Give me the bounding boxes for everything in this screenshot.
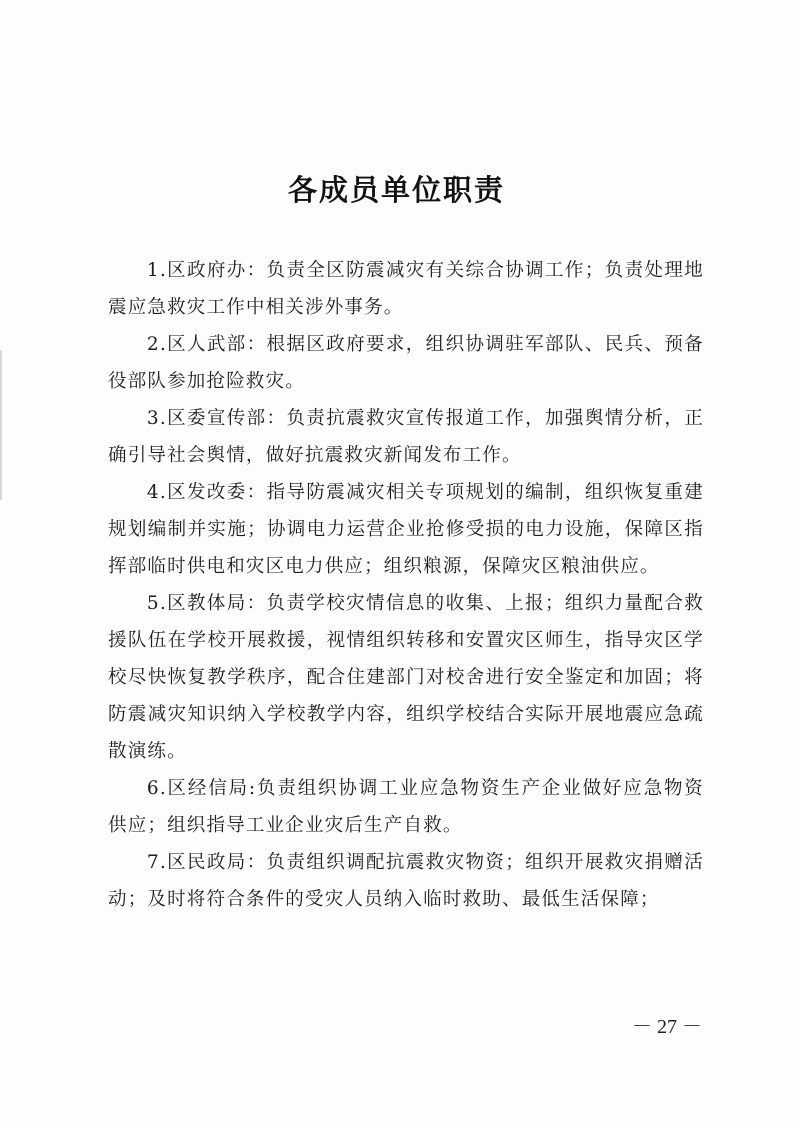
paragraph-education-sports-bureau: 5.区教体局：负责学校灾情信息的收集、上报；组织力量配合救援队伍在学校开展救援，视情组织转移和安置灾区师生，指导灾区学校尽快恢复教学秩序，配合住建部门对校舍进行安全鉴定和加固；将防震减灾知识纳入学校教学内容，组织学校结合实际开展地震应急疏散演练。: [108, 593, 704, 762]
paragraph-development-reform-commission: 4.区发改委：指导防震减灾相关专项规划的编制，组织恢复重建规划编制并实施；协调电力运营企业抢修受损的电力设施，保障区指挥部临时供电和灾区电力供应；组织粮源，保障灾区粮油供应。: [108, 482, 704, 577]
page-number: － 27 －: [632, 1016, 702, 1038]
paragraph-district-government-office: 1.区政府办：负责全区防震减灾有关综合协调工作；负责处理地震应急救灾工作中相关涉外事务。: [108, 260, 704, 318]
paragraph-armed-forces-department: 2.区人武部：根据区政府要求，组织协调驻军部队、民兵、预备役部队参加抢险救灾。: [108, 334, 704, 392]
page-title: 各成员单位职责: [287, 173, 505, 207]
paragraph-publicity-department: 3.区委宣传部：负责抗震救灾宣传报道工作，加强舆情分析，正确引导社会舆情，做好抗震救灾新闻发布工作。: [108, 408, 704, 466]
scan-edge-mark: [0, 350, 2, 500]
paragraph-economy-information-bureau: 6.区经信局:负责组织协调工业应急物资生产企业做好应急物资供应；组织指导工业企业灾后生产自救。: [108, 778, 704, 836]
paragraph-civil-affairs-bureau: 7.区民政局：负责组织调配抗震救灾物资；组织开展救灾捐赠活动；及时将符合条件的受灾人员纳入临时救助、最低生活保障；: [108, 852, 704, 910]
document-body: [108, 252, 704, 918]
